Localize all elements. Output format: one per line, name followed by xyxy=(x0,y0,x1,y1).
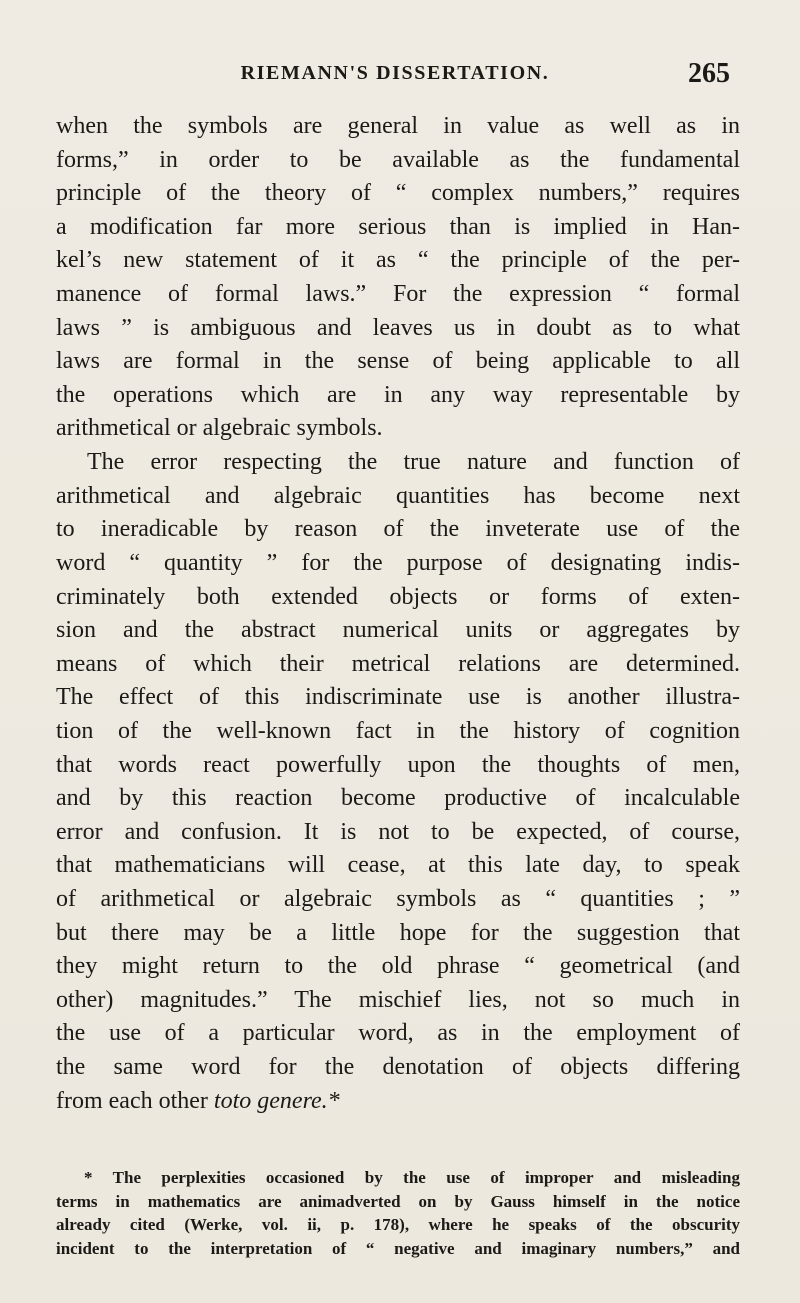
text-line: error and confusion. It is not to be expected, of course, xyxy=(56,818,740,845)
text-line: criminately both extended objects or forms of exten- xyxy=(56,583,740,610)
text-line: word “ quantity ” for the purpose of designating indis- xyxy=(56,549,740,576)
page-number: 265 xyxy=(688,58,730,89)
text-line: arithmetical or algebraic symbols. xyxy=(56,415,383,442)
italic-phrase: toto genere.* xyxy=(213,1087,340,1114)
footnote-line: incident to the interpretation of “ negative and imaginary numbers,” and xyxy=(56,1238,740,1258)
text-line-last xyxy=(56,1085,740,1119)
text-line: manence of formal laws.” For the expression “ formal xyxy=(56,281,740,308)
text-line: arithmetical and algebraic quantities has become next xyxy=(56,482,740,509)
text-line: forms,” in order to be available as the fundamental xyxy=(56,146,740,173)
text-line: sion and the abstract numerical units or aggregates by xyxy=(56,617,740,644)
body-text xyxy=(56,110,740,1118)
text-line: to ineradicable by reason of the inveterate use of the xyxy=(56,516,740,543)
text-line: means of which their metrical relations are determined. xyxy=(56,650,740,677)
text-line: that mathematicians will cease, at this late day, to speak xyxy=(56,852,740,879)
text-line: The effect of this indiscriminate use is another illustra- xyxy=(56,684,740,711)
footnote-line: * The perplexities occasioned by the use of improper and misleading xyxy=(84,1168,740,1187)
text-line: laws are formal in the sense of being applicable to all xyxy=(56,348,740,375)
text-line: when the symbols are general in value as well as in xyxy=(56,113,740,139)
footnote-line: already cited (Werke, vol. ii, p. 178), where he speaks of the obscurity xyxy=(56,1215,740,1234)
text-line: the use of a particular word, as in the employment of xyxy=(56,1020,740,1047)
text-line: but there may be a little hope for the suggestion that xyxy=(56,919,740,946)
text-line: that words react powerfully upon the thoughts of men, xyxy=(56,751,740,778)
running-title: RIEMANN'S DISSERTATION. xyxy=(240,62,550,84)
text-line: laws ” is ambiguous and leaves us in doubt as to what xyxy=(56,314,740,341)
text-line: of arithmetical or algebraic symbols as “ quantities ; ” xyxy=(56,886,740,913)
text-line: the same word for the denotation of objects differing xyxy=(56,1054,740,1081)
text-line: tion of the well-known fact in the history of cognition xyxy=(56,717,740,744)
footnote-line: terms in mathematics are animadverted on by Gauss himself in the notice xyxy=(56,1191,740,1211)
text-line: principle of the theory of “ complex numbers,” requires xyxy=(56,180,740,207)
text-line: a modification far more serious than is implied in Han- xyxy=(56,213,740,240)
text-line: The error respecting the true nature and function of xyxy=(87,449,740,476)
text-line: other) magnitudes.” The mischief lies, not so much in xyxy=(56,986,740,1013)
text-line: and by this reaction become productive of incalculable xyxy=(56,785,740,812)
running-head xyxy=(70,58,730,92)
footnote xyxy=(56,1166,740,1260)
text-line: they might return to the old phrase “ geometrical (and xyxy=(56,953,740,980)
text-line: the operations which are in any way representable by xyxy=(56,381,740,408)
last-line-prefix: from each other xyxy=(56,1087,214,1114)
text-line: kel’s new statement of it as “ the principle of the per- xyxy=(56,247,740,274)
